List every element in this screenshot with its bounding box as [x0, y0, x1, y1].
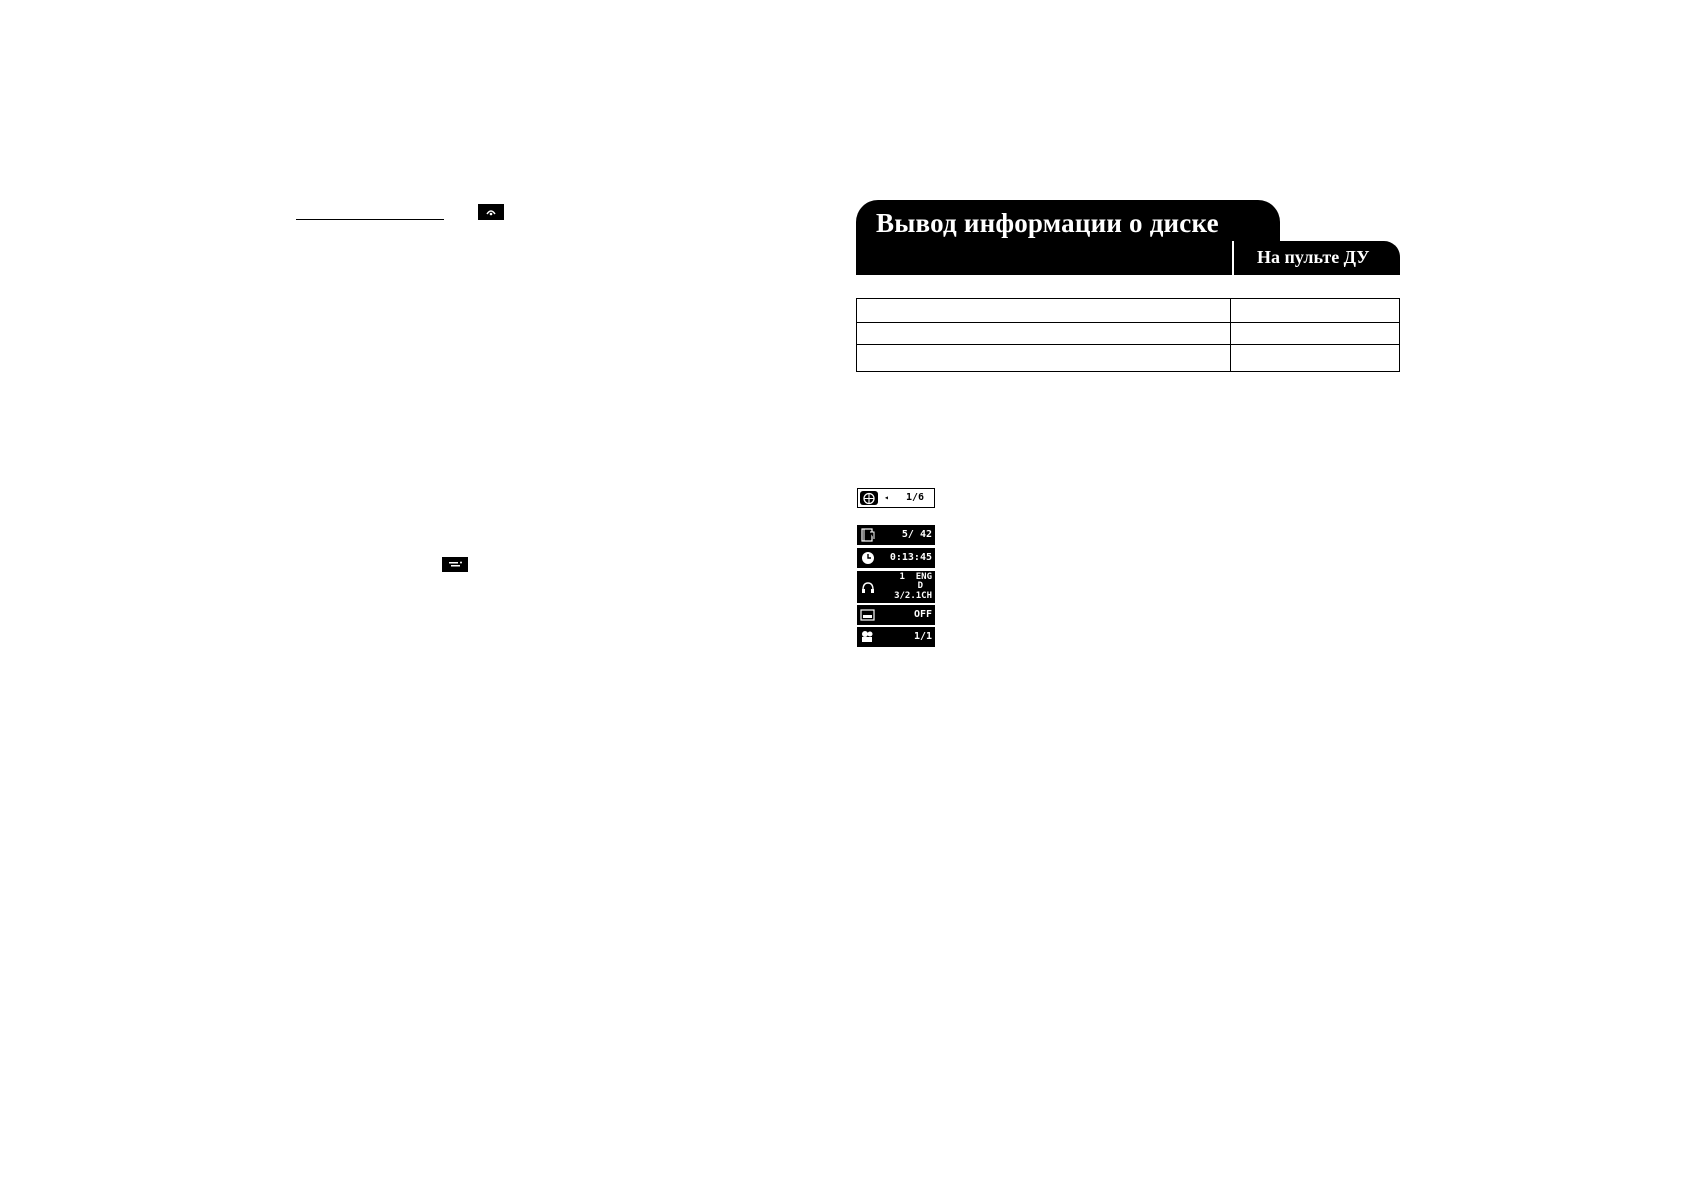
display-icon: [442, 557, 468, 572]
table-cell: [857, 323, 1231, 345]
table-row: [857, 345, 1400, 372]
osd-time: [857, 548, 935, 568]
section-title-tab: [856, 200, 1280, 275]
clock-icon: [860, 551, 876, 565]
camera-angle-icon: [860, 630, 876, 644]
table-cell: [857, 345, 1231, 372]
arrow-left-icon: ◂: [884, 493, 889, 502]
audio-icon: [860, 580, 876, 594]
osd-title-value: 1/6: [905, 492, 924, 503]
osd-time-value: 0:13:45: [889, 552, 932, 563]
info-table: [856, 298, 1400, 372]
osd-chapter: [857, 525, 935, 545]
osd-angle-value: 1/1: [913, 631, 932, 642]
table-row: [857, 299, 1400, 323]
table-cell: [1231, 323, 1400, 345]
underline-rule: [296, 219, 444, 220]
osd-audio-channels: 3/2.1CH: [894, 591, 932, 601]
section-title: Вывод информации о диске: [876, 208, 1219, 238]
remote-label-tab: [1232, 241, 1400, 275]
table-cell: [1231, 345, 1400, 372]
table-row: [857, 323, 1400, 345]
remote-label: На пульте ДУ: [1257, 247, 1370, 267]
osd-subtitle-value: OFF: [913, 609, 932, 620]
title-icon: [860, 491, 878, 505]
osd-subtitle: [857, 605, 935, 625]
table-cell: [1231, 299, 1400, 323]
disc-menu-icon: [478, 204, 504, 220]
osd-angle: [857, 627, 935, 647]
table-cell: [857, 299, 1231, 323]
osd-chapter-value: 5/ 42: [901, 529, 932, 540]
osd-audio: [857, 571, 935, 603]
osd-audio-format: D: [917, 581, 923, 591]
osd-audio-language: 1 ENG: [899, 572, 932, 582]
chapter-icon: [860, 528, 876, 542]
subtitle-icon: [860, 608, 876, 622]
osd-title: [857, 488, 935, 508]
